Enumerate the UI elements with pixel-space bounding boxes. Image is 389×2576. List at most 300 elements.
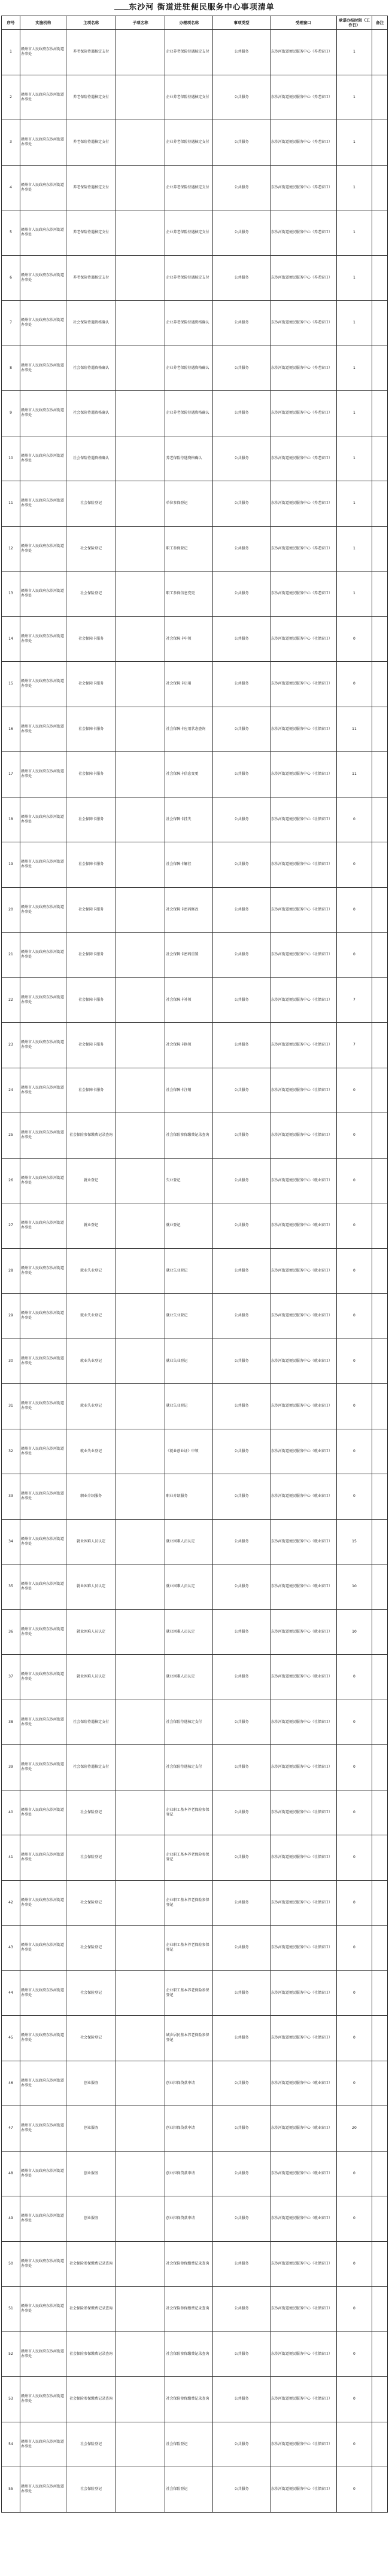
cell-main-item: 社会保险登记 bbox=[66, 481, 116, 527]
cell-remark bbox=[372, 1474, 388, 1520]
cell-main-item: 就业困难人员认定 bbox=[66, 1609, 116, 1655]
cell-main-item: 养老保险待遇核定支付 bbox=[66, 30, 116, 75]
cell-main-item: 就业登记 bbox=[66, 1203, 116, 1249]
page-title bbox=[0, 0, 389, 16]
cell-remark bbox=[372, 707, 388, 752]
cell-index: 26 bbox=[2, 1158, 20, 1203]
cell-time-limit: 0 bbox=[336, 2061, 372, 2106]
table-row bbox=[2, 1203, 388, 1249]
cell-time-limit: 1 bbox=[336, 30, 372, 75]
cell-remark bbox=[372, 481, 388, 527]
cell-agency: 赣州市人民政府东沙河街道办事处 bbox=[20, 2467, 66, 2513]
table-row bbox=[2, 1384, 388, 1429]
cell-remark bbox=[372, 1790, 388, 1835]
cell-time-limit: 0 bbox=[336, 887, 372, 933]
cell-sub-item bbox=[116, 1564, 165, 1610]
header-remark: 备注 bbox=[372, 16, 388, 30]
cell-agency: 赣州市人民政府东沙河街道办事处 bbox=[20, 2287, 66, 2332]
cell-time-limit: 0 bbox=[336, 1790, 372, 1835]
cell-main-item: 就业失业登记 bbox=[66, 1248, 116, 1294]
table-row bbox=[2, 1248, 388, 1294]
cell-remark bbox=[372, 391, 388, 436]
cell-sub-item bbox=[116, 120, 165, 166]
cell-item-type: 公共服务 bbox=[213, 1970, 270, 2016]
cell-agency: 赣州市人民政府东沙河街道办事处 bbox=[20, 2422, 66, 2467]
cell-agency: 赣州市人民政府东沙河街道办事处 bbox=[20, 707, 66, 752]
cell-handling-item: 企业职工基本养老保险参保登记 bbox=[165, 1880, 213, 1926]
cell-index: 39 bbox=[2, 1745, 20, 1790]
cell-sub-item bbox=[116, 2016, 165, 2061]
cell-sub-item bbox=[116, 2422, 165, 2467]
cell-window: 东沙河街道便民服务中心（社保窗口） bbox=[270, 2016, 336, 2061]
cell-time-limit: 1 bbox=[336, 301, 372, 346]
cell-handling-item: 社会保险参保缴费记录查询 bbox=[165, 2287, 213, 2332]
cell-time-limit: 0 bbox=[336, 2331, 372, 2377]
cell-window: 东沙河街道便民服务中心（社保窗口） bbox=[270, 752, 336, 797]
cell-main-item: 就业困难人员认定 bbox=[66, 1564, 116, 1610]
cell-handling-item: 企业养老保险待遇资格确认 bbox=[165, 301, 213, 346]
cell-handling-item: 就业困难人员认定 bbox=[165, 1564, 213, 1610]
cell-sub-item bbox=[116, 165, 165, 210]
cell-index: 20 bbox=[2, 887, 20, 933]
cell-sub-item bbox=[116, 842, 165, 888]
cell-agency: 赣州市人民政府东沙河街道办事处 bbox=[20, 1429, 66, 1474]
cell-item-type: 公共服务 bbox=[213, 2196, 270, 2242]
cell-index: 28 bbox=[2, 1248, 20, 1294]
table-row bbox=[2, 1655, 388, 1700]
cell-main-item: 社会保障卡服务 bbox=[66, 977, 116, 1023]
cell-item-type: 公共服务 bbox=[213, 1248, 270, 1294]
cell-agency: 赣州市人民政府东沙河街道办事处 bbox=[20, 1835, 66, 1881]
cell-window: 东沙河街道便民服务中心（社保窗口） bbox=[270, 887, 336, 933]
cell-time-limit: 0 bbox=[336, 662, 372, 707]
cell-item-type: 公共服务 bbox=[213, 1294, 270, 1339]
cell-sub-item bbox=[116, 1429, 165, 1474]
cell-remark bbox=[372, 933, 388, 978]
cell-window: 东沙河街道便民服务中心（社保窗口） bbox=[270, 1700, 336, 1745]
cell-remark bbox=[372, 2151, 388, 2196]
cell-window: 东沙河街道便民服务中心（社保窗口） bbox=[270, 2241, 336, 2287]
cell-window: 东沙河街道便民服务中心（就业窗口） bbox=[270, 1384, 336, 1429]
cell-remark bbox=[372, 1023, 388, 1068]
table-row bbox=[2, 2106, 388, 2152]
table-row bbox=[2, 2467, 388, 2513]
cell-window: 东沙河街道便民服务中心（社保窗口） bbox=[270, 662, 336, 707]
cell-agency: 赣州市人民政府东沙河街道办事处 bbox=[20, 1880, 66, 1926]
table-row bbox=[2, 1519, 388, 1564]
title-blank bbox=[114, 9, 129, 10]
cell-time-limit: 0 bbox=[336, 842, 372, 888]
cell-sub-item bbox=[116, 1970, 165, 2016]
cell-agency: 赣州市人民政府东沙河街道办事处 bbox=[20, 391, 66, 436]
cell-window: 东沙河街道便民服务中心（社保窗口） bbox=[270, 1068, 336, 1113]
cell-handling-item: 就业困难人员认定 bbox=[165, 1519, 213, 1564]
cell-time-limit: 1 bbox=[336, 391, 372, 436]
cell-item-type: 公共服务 bbox=[213, 1429, 270, 1474]
cell-index: 55 bbox=[2, 2467, 20, 2513]
cell-remark bbox=[372, 2422, 388, 2467]
cell-window: 东沙河街道便民服务中心（就业窗口） bbox=[270, 1429, 336, 1474]
cell-item-type: 公共服务 bbox=[213, 1203, 270, 1249]
table-row bbox=[2, 933, 388, 978]
table-row bbox=[2, 572, 388, 617]
cell-sub-item bbox=[116, 1474, 165, 1520]
cell-remark bbox=[372, 2377, 388, 2422]
cell-main-item: 社会保障卡服务 bbox=[66, 1068, 116, 1113]
header-agency: 实施机构 bbox=[20, 16, 66, 30]
cell-time-limit: 10 bbox=[336, 1609, 372, 1655]
cell-item-type: 公共服务 bbox=[213, 1926, 270, 1971]
cell-remark bbox=[372, 1880, 388, 1926]
cell-handling-item: 社会保障卡注销 bbox=[165, 1068, 213, 1113]
cell-item-type: 公共服务 bbox=[213, 1068, 270, 1113]
cell-item-type: 公共服务 bbox=[213, 120, 270, 166]
cell-handling-item: 社会保险参保缴费记录查询 bbox=[165, 1113, 213, 1159]
cell-main-item: 社会保险待遇资格确认 bbox=[66, 301, 116, 346]
cell-index: 49 bbox=[2, 2196, 20, 2242]
cell-main-item: 社会保障卡服务 bbox=[66, 842, 116, 888]
cell-window: 东沙河街道便民服务中心（就业窗口） bbox=[270, 1474, 336, 1520]
cell-item-type: 公共服务 bbox=[213, 1609, 270, 1655]
cell-agency: 赣州市人民政府东沙河街道办事处 bbox=[20, 1609, 66, 1655]
header-handling-item: 办理项名称 bbox=[165, 16, 213, 30]
cell-index: 13 bbox=[2, 572, 20, 617]
cell-index: 5 bbox=[2, 210, 20, 256]
cell-time-limit: 0 bbox=[336, 2377, 372, 2422]
table-row bbox=[2, 662, 388, 707]
cell-index: 38 bbox=[2, 1700, 20, 1745]
cell-handling-item: 就业困难人员认定 bbox=[165, 1609, 213, 1655]
cell-remark bbox=[372, 1203, 388, 1249]
cell-index: 17 bbox=[2, 752, 20, 797]
header-main-item: 主项名称 bbox=[66, 16, 116, 30]
cell-remark bbox=[372, 2196, 388, 2242]
cell-item-type: 公共服务 bbox=[213, 210, 270, 256]
cell-remark bbox=[372, 1158, 388, 1203]
cell-remark bbox=[372, 977, 388, 1023]
cell-remark bbox=[372, 1068, 388, 1113]
cell-remark bbox=[372, 2061, 388, 2106]
cell-time-limit: 11 bbox=[336, 707, 372, 752]
cell-agency: 赣州市人民政府东沙河街道办事处 bbox=[20, 1023, 66, 1068]
cell-agency: 赣州市人民政府东沙河街道办事处 bbox=[20, 30, 66, 75]
cell-handling-item: 社会保障卡启用 bbox=[165, 662, 213, 707]
cell-main-item: 就业失业登记 bbox=[66, 1429, 116, 1474]
cell-remark bbox=[372, 1294, 388, 1339]
cell-main-item: 养老保险待遇核定支付 bbox=[66, 120, 116, 166]
cell-index: 32 bbox=[2, 1429, 20, 1474]
cell-main-item: 创业服务 bbox=[66, 2151, 116, 2196]
cell-main-item: 就业失业登记 bbox=[66, 1384, 116, 1429]
cell-time-limit: 15 bbox=[336, 1519, 372, 1564]
cell-sub-item bbox=[116, 2196, 165, 2242]
cell-handling-item: 职工参保信息变更 bbox=[165, 572, 213, 617]
cell-remark bbox=[372, 1835, 388, 1881]
cell-handling-item: 社会保障卡密码修改 bbox=[165, 887, 213, 933]
cell-agency: 赣州市人民政府东沙河街道办事处 bbox=[20, 2016, 66, 2061]
cell-agency: 赣州市人民政府东沙河街道办事处 bbox=[20, 2377, 66, 2422]
cell-index: 14 bbox=[2, 616, 20, 662]
cell-index: 35 bbox=[2, 1564, 20, 1610]
cell-index: 12 bbox=[2, 526, 20, 572]
cell-index: 4 bbox=[2, 165, 20, 210]
cell-item-type: 公共服务 bbox=[213, 2287, 270, 2332]
table-row bbox=[2, 1880, 388, 1926]
cell-item-type: 公共服务 bbox=[213, 301, 270, 346]
cell-main-item: 社会保险参保缴费记录查询 bbox=[66, 1113, 116, 1159]
cell-remark bbox=[372, 2016, 388, 2061]
cell-remark bbox=[372, 1113, 388, 1159]
cell-main-item: 社会保障卡服务 bbox=[66, 797, 116, 842]
cell-index: 30 bbox=[2, 1339, 20, 1384]
cell-handling-item: 社会保障卡换领 bbox=[165, 1023, 213, 1068]
cell-index: 21 bbox=[2, 933, 20, 978]
cell-remark bbox=[372, 1429, 388, 1474]
cell-index: 37 bbox=[2, 1655, 20, 1700]
cell-handling-item: 社会保险登记 bbox=[165, 2467, 213, 2513]
cell-remark bbox=[372, 1339, 388, 1384]
cell-time-limit: 0 bbox=[336, 2151, 372, 2196]
cell-item-type: 公共服务 bbox=[213, 572, 270, 617]
cell-sub-item bbox=[116, 1384, 165, 1429]
cell-item-type: 公共服务 bbox=[213, 2241, 270, 2287]
cell-main-item: 社会保障卡服务 bbox=[66, 887, 116, 933]
cell-item-type: 公共服务 bbox=[213, 1474, 270, 1520]
cell-agency: 赣州市人民政府东沙河街道办事处 bbox=[20, 1474, 66, 1520]
cell-handling-item: 就业登记 bbox=[165, 1203, 213, 1249]
cell-time-limit: 0 bbox=[336, 2287, 372, 2332]
cell-index: 40 bbox=[2, 1790, 20, 1835]
cell-sub-item bbox=[116, 1339, 165, 1384]
cell-time-limit: 0 bbox=[336, 1880, 372, 1926]
cell-agency: 赣州市人民政府东沙河街道办事处 bbox=[20, 165, 66, 210]
table-row bbox=[2, 887, 388, 933]
cell-sub-item bbox=[116, 1519, 165, 1564]
cell-time-limit: 0 bbox=[336, 1655, 372, 1700]
cell-sub-item bbox=[116, 2331, 165, 2377]
cell-window: 东沙河街道便民服务中心（社保窗口） bbox=[270, 2377, 336, 2422]
table-row bbox=[2, 1609, 388, 1655]
cell-handling-item: 社会保障卡密码重置 bbox=[165, 933, 213, 978]
cell-handling-item: 社会保障卡申领 bbox=[165, 616, 213, 662]
cell-window: 东沙河街道便民服务中心（养老窗口） bbox=[270, 120, 336, 166]
cell-index: 44 bbox=[2, 1970, 20, 2016]
cell-sub-item bbox=[116, 707, 165, 752]
cell-time-limit: 0 bbox=[336, 1203, 372, 1249]
cell-time-limit: 0 bbox=[336, 616, 372, 662]
cell-handling-item: 社会保险参保缴费记录查询 bbox=[165, 2241, 213, 2287]
cell-handling-item: 创业担保贷款申请 bbox=[165, 2151, 213, 2196]
cell-handling-item: 就业失业登记 bbox=[165, 1248, 213, 1294]
cell-agency: 赣州市人民政府东沙河街道办事处 bbox=[20, 255, 66, 301]
cell-sub-item bbox=[116, 2241, 165, 2287]
cell-sub-item bbox=[116, 1700, 165, 1745]
cell-handling-item: 社会保障卡补领 bbox=[165, 977, 213, 1023]
table-row bbox=[2, 1294, 388, 1339]
cell-main-item: 社会保险登记 bbox=[66, 1835, 116, 1881]
table-header-row bbox=[2, 16, 388, 30]
cell-time-limit: 1 bbox=[336, 526, 372, 572]
table-row bbox=[2, 481, 388, 527]
cell-handling-item: 养老保险待遇资格确认 bbox=[165, 436, 213, 481]
cell-window: 东沙河街道便民服务中心（社保窗口） bbox=[270, 1745, 336, 1790]
cell-agency: 赣州市人民政府东沙河街道办事处 bbox=[20, 842, 66, 888]
cell-handling-item: 企业养老保险待遇核定支付 bbox=[165, 210, 213, 256]
table-row bbox=[2, 797, 388, 842]
cell-remark bbox=[372, 1970, 388, 2016]
cell-window: 东沙河街道便民服务中心（就业窗口） bbox=[270, 2061, 336, 2106]
cell-item-type: 公共服务 bbox=[213, 165, 270, 210]
cell-main-item: 社会保险登记 bbox=[66, 2467, 116, 2513]
cell-handling-item: 企业养老保险待遇核定支付 bbox=[165, 75, 213, 120]
cell-window: 东沙河街道便民服务中心（社保窗口） bbox=[270, 797, 336, 842]
cell-agency: 赣州市人民政府东沙河街道办事处 bbox=[20, 616, 66, 662]
table-row bbox=[2, 752, 388, 797]
cell-handling-item: 单位参保登记 bbox=[165, 481, 213, 527]
cell-main-item: 社会保险参保缴费记录查询 bbox=[66, 2287, 116, 2332]
cell-agency: 赣州市人民政府东沙河街道办事处 bbox=[20, 2061, 66, 2106]
table-row bbox=[2, 2331, 388, 2377]
cell-time-limit: 1 bbox=[336, 75, 372, 120]
table-row bbox=[2, 1158, 388, 1203]
cell-handling-item: 企业养老保险待遇核定支付 bbox=[165, 120, 213, 166]
cell-main-item: 社会保障卡服务 bbox=[66, 662, 116, 707]
cell-time-limit: 10 bbox=[336, 1564, 372, 1610]
cell-time-limit: 11 bbox=[336, 752, 372, 797]
cell-sub-item bbox=[116, 797, 165, 842]
cell-index: 3 bbox=[2, 120, 20, 166]
table-row bbox=[2, 210, 388, 256]
cell-main-item: 就业登记 bbox=[66, 1158, 116, 1203]
cell-main-item: 就业困难人员认定 bbox=[66, 1519, 116, 1564]
cell-window: 东沙河街道便民服务中心（养老窗口） bbox=[270, 165, 336, 210]
cell-agency: 赣州市人民政府东沙河街道办事处 bbox=[20, 933, 66, 978]
cell-index: 51 bbox=[2, 2287, 20, 2332]
cell-agency: 赣州市人民政府东沙河街道办事处 bbox=[20, 1926, 66, 1971]
cell-index: 27 bbox=[2, 1203, 20, 1249]
cell-agency: 赣州市人民政府东沙河街道办事处 bbox=[20, 1248, 66, 1294]
table-row bbox=[2, 1700, 388, 1745]
cell-window: 东沙河街道便民服务中心（就业窗口） bbox=[270, 1564, 336, 1610]
cell-agency: 赣州市人民政府东沙河街道办事处 bbox=[20, 436, 66, 481]
cell-handling-item: 社会保险待遇核定支付 bbox=[165, 1745, 213, 1790]
cell-index: 10 bbox=[2, 436, 20, 481]
cell-index: 50 bbox=[2, 2241, 20, 2287]
cell-index: 43 bbox=[2, 1926, 20, 1971]
cell-handling-item: 创业担保贷款申请 bbox=[165, 2196, 213, 2242]
cell-item-type: 公共服务 bbox=[213, 2331, 270, 2377]
cell-time-limit: 1 bbox=[336, 346, 372, 391]
cell-index: 29 bbox=[2, 1294, 20, 1339]
cell-window: 东沙河街道便民服务中心（就业窗口） bbox=[270, 1248, 336, 1294]
cell-main-item: 养老保险待遇核定支付 bbox=[66, 165, 116, 210]
cell-window: 东沙河街道便民服务中心（社保窗口） bbox=[270, 1023, 336, 1068]
cell-sub-item bbox=[116, 1158, 165, 1203]
cell-handling-item: 职业介绍服务 bbox=[165, 1474, 213, 1520]
cell-handling-item: 企业养老保险待遇核定支付 bbox=[165, 165, 213, 210]
cell-item-type: 公共服务 bbox=[213, 662, 270, 707]
cell-sub-item bbox=[116, 2061, 165, 2106]
cell-window: 东沙河街道便民服务中心（养老窗口） bbox=[270, 526, 336, 572]
cell-window: 东沙河街道便民服务中心（就业窗口） bbox=[270, 2151, 336, 2196]
cell-main-item: 社会保障卡服务 bbox=[66, 752, 116, 797]
cell-window: 东沙河街道便民服务中心（社保窗口） bbox=[270, 1113, 336, 1159]
cell-handling-item: 企业职工基本养老保险参保登记 bbox=[165, 1790, 213, 1835]
table-row bbox=[2, 2422, 388, 2467]
cell-remark bbox=[372, 842, 388, 888]
table-row bbox=[2, 1339, 388, 1384]
cell-index: 54 bbox=[2, 2422, 20, 2467]
cell-remark bbox=[372, 120, 388, 166]
cell-sub-item bbox=[116, 1023, 165, 1068]
cell-agency: 赣州市人民政府东沙河街道办事处 bbox=[20, 2196, 66, 2242]
cell-window: 东沙河街道便民服务中心（养老窗口） bbox=[270, 255, 336, 301]
table-row bbox=[2, 346, 388, 391]
cell-sub-item bbox=[116, 1294, 165, 1339]
service-items-table bbox=[1, 16, 388, 2513]
table-row bbox=[2, 1835, 388, 1881]
cell-index: 8 bbox=[2, 346, 20, 391]
cell-main-item: 社会保险参保缴费记录查询 bbox=[66, 2241, 116, 2287]
cell-handling-item: 企业养老保险待遇核定支付 bbox=[165, 30, 213, 75]
cell-agency: 赣州市人民政府东沙河街道办事处 bbox=[20, 887, 66, 933]
cell-remark bbox=[372, 346, 388, 391]
cell-index: 46 bbox=[2, 2061, 20, 2106]
cell-item-type: 公共服务 bbox=[213, 1790, 270, 1835]
cell-main-item: 创业服务 bbox=[66, 2196, 116, 2242]
cell-item-type: 公共服务 bbox=[213, 436, 270, 481]
table-row bbox=[2, 2377, 388, 2422]
cell-index: 25 bbox=[2, 1113, 20, 1159]
cell-agency: 赣州市人民政府东沙河街道办事处 bbox=[20, 301, 66, 346]
cell-agency: 赣州市人民政府东沙河街道办事处 bbox=[20, 1790, 66, 1835]
cell-handling-item: 就业困难人员认定 bbox=[165, 1655, 213, 1700]
cell-sub-item bbox=[116, 977, 165, 1023]
header-time-limit: 承诺办结时限（工作日） bbox=[336, 16, 372, 30]
cell-item-type: 公共服务 bbox=[213, 2422, 270, 2467]
cell-main-item: 社会保障卡服务 bbox=[66, 616, 116, 662]
cell-remark bbox=[372, 1926, 388, 1971]
cell-window: 东沙河街道便民服务中心（社保窗口） bbox=[270, 977, 336, 1023]
cell-window: 东沙河街道便民服务中心（养老窗口） bbox=[270, 30, 336, 75]
cell-window: 东沙河街道便民服务中心（社保窗口） bbox=[270, 1926, 336, 1971]
cell-remark bbox=[372, 1700, 388, 1745]
cell-handling-item: 企业职工基本养老保险参保登记 bbox=[165, 1970, 213, 2016]
cell-index: 36 bbox=[2, 1609, 20, 1655]
cell-main-item: 社会保险待遇资格确认 bbox=[66, 436, 116, 481]
cell-remark bbox=[372, 1519, 388, 1564]
cell-remark bbox=[372, 526, 388, 572]
cell-window: 东沙河街道便民服务中心（养老窗口） bbox=[270, 572, 336, 617]
cell-item-type: 公共服务 bbox=[213, 2106, 270, 2152]
cell-item-type: 公共服务 bbox=[213, 2061, 270, 2106]
cell-item-type: 公共服务 bbox=[213, 2016, 270, 2061]
cell-remark bbox=[372, 2287, 388, 2332]
cell-handling-item: 创业担保贷款申请 bbox=[165, 2061, 213, 2106]
cell-agency: 赣州市人民政府东沙河街道办事处 bbox=[20, 1519, 66, 1564]
cell-sub-item bbox=[116, 1203, 165, 1249]
cell-index: 23 bbox=[2, 1023, 20, 1068]
table-row bbox=[2, 2287, 388, 2332]
cell-index: 42 bbox=[2, 1880, 20, 1926]
cell-window: 东沙河街道便民服务中心（社保窗口） bbox=[270, 2467, 336, 2513]
cell-time-limit: 0 bbox=[336, 797, 372, 842]
cell-main-item: 养老保险待遇核定支付 bbox=[66, 75, 116, 120]
table-row bbox=[2, 120, 388, 166]
cell-time-limit: 0 bbox=[336, 1294, 372, 1339]
cell-agency: 赣州市人民政府东沙河街道办事处 bbox=[20, 1564, 66, 1610]
cell-agency: 赣州市人民政府东沙河街道办事处 bbox=[20, 120, 66, 166]
